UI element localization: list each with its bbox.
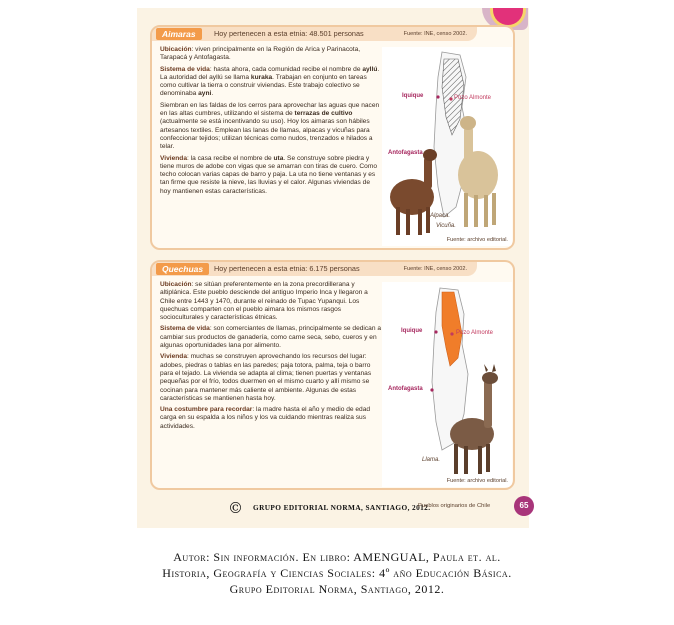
aimaras-vivienda	[160, 155, 382, 196]
quechuas-text	[160, 281, 382, 434]
term-ayllu: ayllú	[362, 65, 378, 73]
aimaras-sistema-text-3: . Trabajan en conjunto en tareas como cultivar la tierra o construir viviendas. Este trabajo colectivo se denominaba	[160, 73, 367, 98]
map-label-antofagasta: Antofagasta	[388, 386, 423, 392]
aimaras-ubicacion-label: Ubicación	[160, 46, 192, 53]
caption-line-1: Autor: Sin información. En libro: AMENGUAL, Paula et. al.	[173, 550, 501, 564]
antofagasta-marker	[430, 388, 433, 391]
quechuas-tag: Quechuas	[156, 263, 209, 275]
quechuas-sistema	[160, 325, 382, 350]
quechuas-ubicacion-text: : se sitúan preferentemente en la zona precordillerana y altiplánica. Este pueblo desciende del antiguo Imperio Inca y llegaron a Chile entre 1443 y 1470, durante el reinado de Tupac Yupanqui. Los quechuas comparten con el pueblo aimara los mismos rasgos socioculturales y características étnicas.	[160, 281, 368, 322]
aimaras-figure-source: Fuente: archivo editorial.	[446, 237, 508, 243]
quechuas-sistema-text: : son comerciantes de llamas, principalmente se dedican a cambiar sus productos de ganadería, como carne seca, sebo, cueros y en algunas oportunidades lana por alimento.	[160, 325, 382, 350]
aimaras-sistema	[160, 66, 382, 99]
term-uta: uta	[273, 154, 284, 162]
publisher-credit: GRUPO EDITORIAL NORMA, SANTIAGO, 2012.	[253, 503, 431, 512]
map-label-iquique: Iquique	[401, 328, 423, 334]
quechuas-costumbre	[160, 406, 382, 431]
image-caption	[0, 549, 674, 597]
map-label-iquique: Iquique	[402, 93, 424, 99]
quechuas-ubicacion-label: Ubicación	[160, 281, 192, 288]
aimaras-ubicacion-text: : viven principalmente en la Región de Arica y Parinacota, Tarapacá y Antofagasta.	[160, 46, 361, 62]
iquique-marker	[436, 95, 439, 98]
quechuas-header	[152, 262, 477, 276]
quechuas-costumbre-text: : la madre hasta el año y medio de edad carga en su espalda a los niños y los va cuidando mientras realiza sus actividades.	[160, 406, 371, 430]
caption-line-3: Grupo Editorial Norma, Santiago, 2012.	[229, 582, 445, 596]
quechuas-ubicacion	[160, 281, 382, 322]
pozo-almonte-marker	[449, 97, 452, 100]
aimaras-header	[152, 27, 477, 41]
aimaras-card	[150, 25, 515, 250]
aimaras-sistema-text-2: . La autoridad del ayllú se llama	[160, 65, 380, 81]
page-number: 65	[514, 496, 534, 516]
term-ayni: ayni	[198, 90, 212, 98]
quechuas-map-illustration	[382, 282, 512, 487]
copyright-symbol: ©	[228, 499, 243, 517]
label-llama: Llama.	[422, 457, 441, 463]
aimaras-cultivo-text-2: (actualmente se está incentivando su uso). Hoy los aimaras son hábiles artesanos textiles. Emplean las lanas de llamas, alpacas y vicuñas para confeccionar tejidos; utilizan técnicas como nudos, trenzados e hilados a telar.	[160, 118, 373, 151]
label-alpaca: Alpaca.	[430, 213, 451, 219]
section-footer: Pueblos originarios de Chile	[418, 503, 491, 509]
quechuas-vivienda-label: Vivienda	[160, 353, 187, 361]
aimaras-figure	[382, 47, 512, 246]
label-vicuna: Vicuña.	[436, 223, 456, 229]
term-kuraka: kuraka	[250, 73, 273, 81]
aimaras-sistema-text-1: : hasta ahora, cada comunidad recibe el nombre de	[209, 65, 363, 73]
quechuas-census-source: Fuente: INE, censo 2002.	[403, 266, 467, 272]
pozo-almonte-marker	[450, 332, 453, 335]
quechuas-vivienda	[160, 353, 382, 403]
quechuas-costumbre-label: Una costumbre para recordar	[160, 406, 253, 414]
aimaras-cultivo	[160, 102, 382, 152]
quechuas-vivienda-text: : muchas se construyen aprovechando los recursos del lugar: adobes, piedras o tablas en las paredes; paja totora, palma, teja o barro para el tejado. La vivienda se adapta al clima; tienen puertas y ventanas pequeñas por el frío, todos duermen en el mismo cuarto y allí mismo se cocinan para mantener más caliente el ambiente. Algunas de estas características se mantienen hasta hoy.	[160, 353, 372, 402]
aimaras-vivienda-label: Vivienda	[160, 154, 187, 162]
map-label-antofagasta: Antofagasta	[388, 150, 423, 156]
aimaras-vivienda-text-1: : la casa recibe el nombre de	[187, 154, 274, 162]
quechuas-population: Hoy pertenecen a esta etnia: 6.175 personas	[214, 264, 360, 273]
caption-line-2: Historia, Geografía y Ciencias Sociales: 4º año Educación Básica.	[162, 566, 512, 580]
map-label-pozo-almonte: Pozo Almonte	[456, 330, 494, 336]
aimaras-vivienda-text-2: . Se construye sobre piedra y tiene muros de adobe con vigas que se amarran con tiras de cuero. Como techo colocan varias capas de barro y paja. La uta no tiene ventanas y es tan firme que resiste la nieve, las lluvias y el calor. Algunas viviendas de hoy mantienen estas características.	[160, 154, 377, 195]
alpaca-illustration	[390, 149, 437, 235]
vicuna-illustration	[458, 116, 498, 227]
aimaras-sistema-text-4: .	[211, 90, 214, 98]
aimaras-population: Hoy pertenecen a esta etnia: 48.501 personas	[214, 29, 364, 38]
aimaras-cultivo-text-1: Siembran en las faldas de los cerros para aprovechar las aguas que nacen en las altas cumbres, utilizando el sistema de	[160, 101, 380, 118]
aimaras-text	[160, 46, 382, 199]
quechuas-figure-source: Fuente: archivo editorial.	[446, 478, 508, 484]
iquique-marker	[434, 330, 437, 333]
aimaras-census-source: Fuente: INE, censo 2002.	[403, 31, 467, 37]
term-terrazas: terrazas de cultivo	[294, 110, 353, 118]
quechuas-sistema-label: Sistema de vida	[160, 325, 210, 333]
quechuas-figure	[382, 282, 512, 487]
aimaras-ubicacion	[160, 46, 382, 63]
map-label-pozo-almonte: Pozo Almonte	[454, 95, 492, 101]
aimaras-tag: Aimaras	[156, 28, 202, 40]
aimaras-sistema-label: Sistema de vida	[160, 65, 210, 73]
quechuas-card	[150, 260, 515, 490]
